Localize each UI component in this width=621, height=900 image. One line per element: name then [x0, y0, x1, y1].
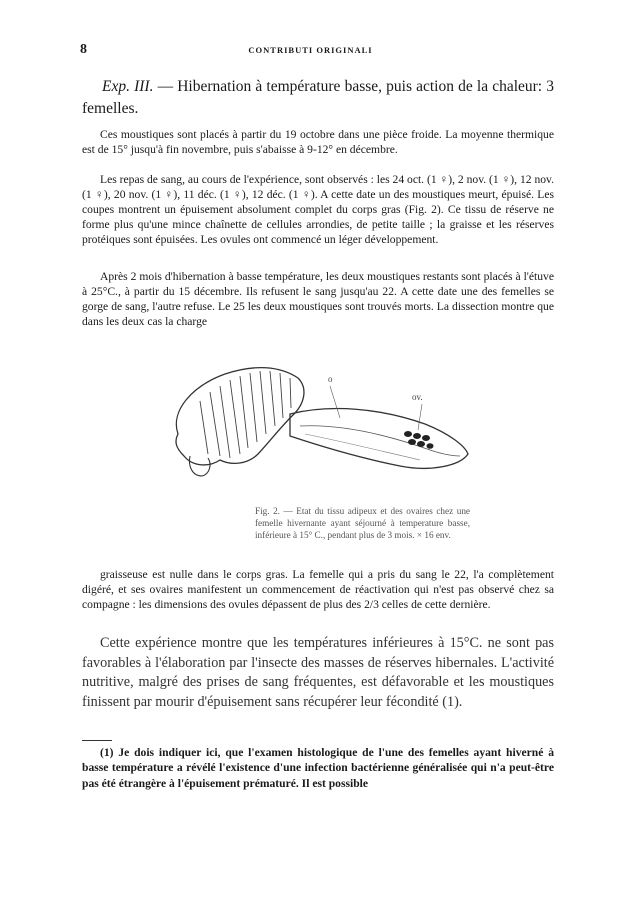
figure-label-ov: ov.: [412, 392, 423, 402]
page-number: 8: [80, 42, 87, 57]
abdomen-outline: [290, 409, 468, 469]
footnote-divider: [82, 740, 112, 741]
conclusion-text: Cette expérience montre que les températures inférieures à 15°C. ne sont pas favorables à l'élaboration par l'insecte des masses de réserves hibernales. L'activité nutritive, malgré des prises de sang fréquentes, est défavorable et les moustiques finissent par mourir d'épuisement sans récupérer leur fécondité (1).: [82, 635, 554, 710]
paragraph-text: Après 2 mois d'hibernation à basse température, les deux moustiques restants sont placés à l'étuve à 25°C., à partir du 15 décembre. Ils refusent le sang jusqu'au 22. A cette date une des femelles se gorge de sang, l'autre refuse. Le 25 les deux moustiques sont trouvés morts. La dissection montre que dans les deux cas la charge: [82, 270, 554, 329]
abdomen-inner-line-2: [305, 434, 420, 460]
paragraph-text: Les repas de sang, au cours de l'expérience, sont observés : les 24 oct. (1 ♀), 2 nov. (1 ♀), 12 nov. (1 ♀), 20 nov. (1 ♀), 11 déc. (1 ♀), 12 déc. (1 ♀). A cette date un des moustiques meurt, épuisé. Les coupes montrent un épuisement absolument complet du corps gras (Fig. 2). Ce tissu de réserve ne forme plus qu'une mince chaînette de cellules arrondies, de petite taille ; la graisse et les réserves protéiques sont épuisées. Les ovules ont commencé un léger développement.: [82, 173, 554, 247]
abdomen-inner-line: [300, 426, 460, 456]
paragraph-3: [82, 269, 554, 329]
figure-caption: Fig. 2. — Etat du tissu adipeux et des ovaires chez une femelle hivernante ayant séjourné à temperature basse, inférieure à 15° C., pendant plus de 3 mois. × 16 env.: [255, 506, 470, 541]
experiment-title: — Hibernation à température basse, puis action de la chaleur: 3 femelles.: [82, 78, 554, 117]
conclusion-paragraph: [82, 634, 554, 712]
experiment-heading: [82, 76, 554, 120]
footnote: [82, 745, 554, 791]
fat-body-small-lobe: [190, 456, 211, 476]
paragraph-text: graisseuse est nulle dans le corps gras. La femelle qui a pris du sang le 22, l'a complètement digéré, et ses ovaires manifestent un commencement de réactivation qui n'est pas observé chez sa compagne : les dimensions des ovules dépassent de plus des 2/3 celles de cette dernière.: [82, 568, 554, 612]
footnote-text: (1) Je dois indiquer ici, que l'examen histologique de l'une des femelles ayant hiverné à basse température a révélé l'existence d'une infection bactérienne généralisée qui n'a peut-être pas été étrangère à l'épuisement prématuré. Il est possible: [82, 746, 554, 790]
running-head: CONTRIBUTI ORIGINALI: [248, 45, 373, 55]
experiment-label: Exp. III.: [102, 78, 154, 95]
fat-body-drawing: [130, 356, 510, 506]
paragraph-2: [82, 172, 554, 247]
fat-body-lobe: [176, 368, 304, 465]
paragraph-1: [82, 127, 554, 157]
paragraph-text: Ces moustiques sont placés à partir du 19 octobre dans une pièce froide. La moyenne thermique est de 15° jusqu'à fin novembre, puis s'abaisse à 9-12° en décembre.: [82, 128, 554, 157]
paragraph-4: [82, 567, 554, 612]
fat-body-hatching: [200, 371, 291, 458]
ovary-cluster: [404, 431, 434, 449]
figure-label-o: o: [328, 374, 333, 384]
